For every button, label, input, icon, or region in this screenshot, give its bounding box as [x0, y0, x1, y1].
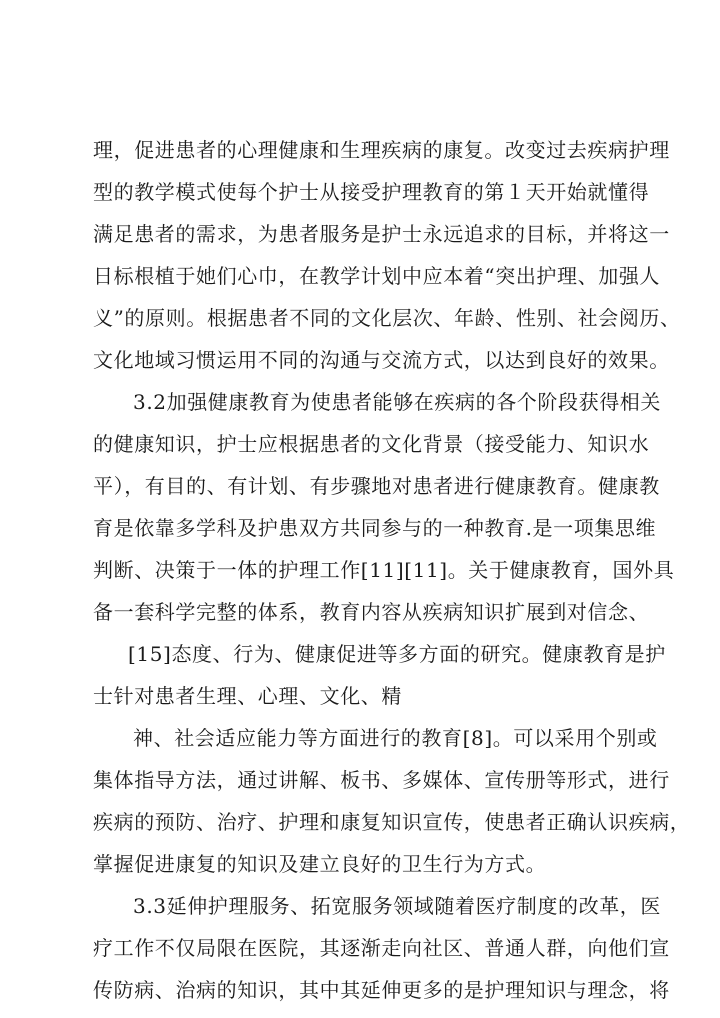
- text-line: 集体指导方法，通过讲解、板书、多媒体、宣传册等形式，进行: [93, 768, 670, 792]
- text-line: 日标根植于她们心巾，在教学计划中应本着“突出护理、加强人: [93, 264, 661, 288]
- text-line: 判断、决策于一体的护理工作[11][11]。关于健康教育，国外具: [93, 558, 675, 582]
- text-line: 神、社会适应能力等方面进行的教育[8]。可以采用个别或: [133, 726, 658, 750]
- text-line: [15]态度、行为、健康促进等多方面的研究。健康教育是护: [128, 642, 666, 666]
- text-line: 理，促进患者的心理健康和生理疾病的康复。改变过去疾病护理: [93, 138, 670, 162]
- text-line: 士针对患者生理、心理、文化、精: [93, 684, 402, 708]
- text-line: 满足患者的需求，为患者服务是护士永远追求的目标，并将这一: [93, 222, 670, 246]
- text-line: 疗工作不仅局限在医院，其逐渐走向社区、普通人群，向他们宣: [93, 936, 670, 960]
- text-line: 平），有目的、有计划、有步骤地对患者进行健康教育。健康教: [93, 474, 660, 498]
- text-line: 育是依靠多学科及护患双方共同参与的一种教育.是一项集思维: [93, 516, 657, 540]
- text-line: 型的教学模式使每个护士从接受护理教育的第１天开始就懂得: [93, 180, 650, 204]
- text-line: 文化地域习惯运用不同的沟通与交流方式，以达到良好的效果。: [93, 348, 670, 372]
- section-heading-3-3: 3.3延伸护理服务、拓宽服务领域随着医疗制度的改革，医: [133, 894, 662, 918]
- text-line: 掌握促进康复的知识及建立良好的卫生行为方式。: [93, 852, 547, 876]
- text-line: 传防病、治病的知识，其中其延伸更多的是护理知识与理念，将: [93, 978, 670, 1002]
- text-line: 的健康知识，护士应根据患者的文化背景（接受能力、知识水: [93, 432, 650, 456]
- section-heading-3-2: 3.2加强健康教育为使患者能够在疾病的各个阶段获得相关: [133, 390, 662, 414]
- text-line: 义”的原则。根据患者不同的文化层次、年龄、性别、社会阅历、: [93, 306, 681, 330]
- text-line: 疾病的预防、治疗、护理和康复知识宣传，使患者正确认识疾病，: [93, 810, 691, 834]
- text-line: 备一套科学完整的体系，教育内容从疾病知识扩展到对信念、: [93, 600, 650, 624]
